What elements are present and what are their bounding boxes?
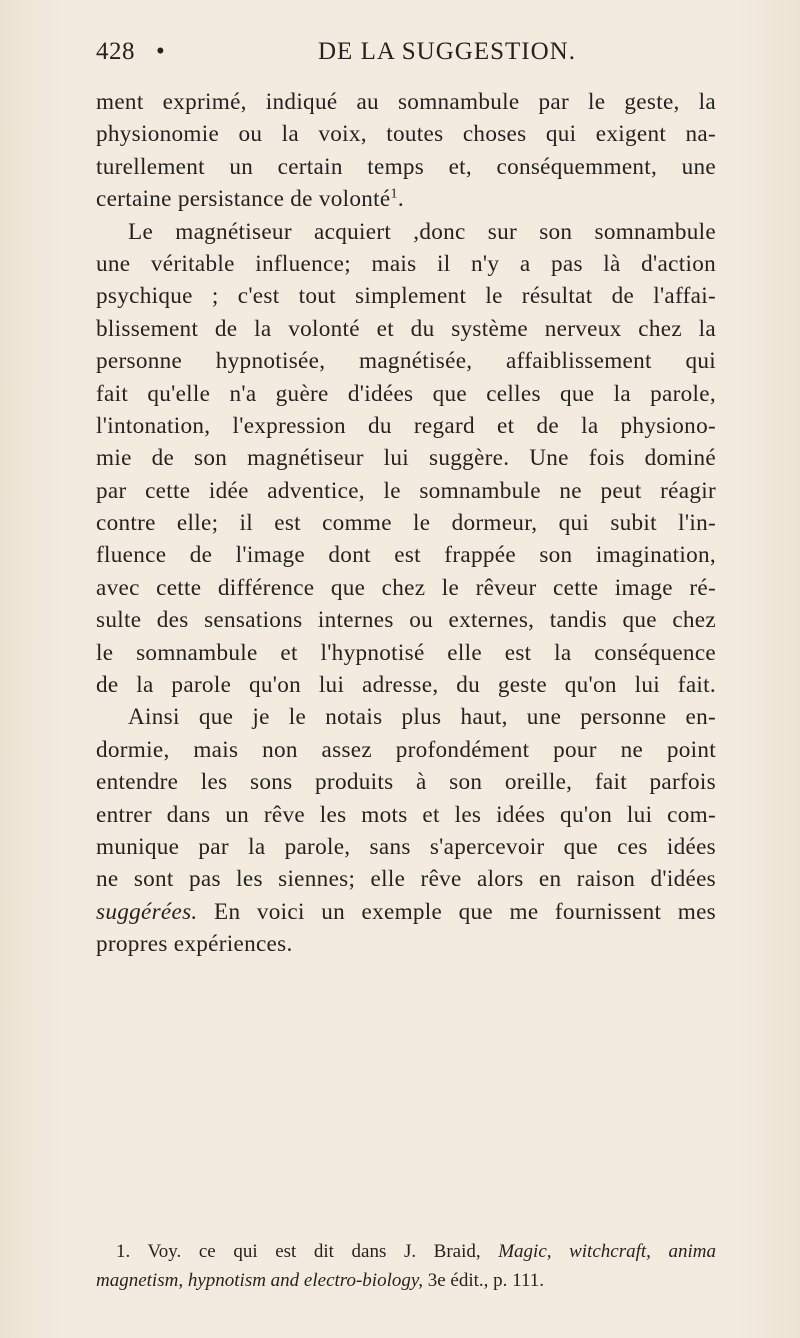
text-line: de la parole qu'on lui adresse, du geste qu'on lui fait. xyxy=(96,672,716,699)
text-line-content: certaine persistance de volonté xyxy=(96,186,391,213)
text-line: le somnambule et l'hypnotisé elle est la conséquence xyxy=(96,639,716,666)
text-line: dormie, mais non assez profondément pour ne point xyxy=(96,736,716,763)
footnote xyxy=(96,1237,716,1295)
footnote-title: magnetism, hypnotism and electro-biology, xyxy=(96,1270,423,1291)
text-line-content: En voici un exemple que me fournissent mes xyxy=(214,898,716,925)
text-line: Le magnétiseur acquiert ,donc sur son somnambule xyxy=(128,218,716,245)
text-line: munique par la parole, sans s'apercevoir que ces idées xyxy=(96,833,716,860)
footnote-text: 3e édit., p. 111. xyxy=(427,1270,545,1291)
text-line: par cette idée adventice, le somnambule ne peut réagir xyxy=(96,477,716,504)
text-line: avec cette différence que chez le rêveur cette image ré- xyxy=(96,574,716,601)
text-line: contre elle; il est comme le dormeur, qui subit l'in- xyxy=(96,510,716,537)
text-line: Ainsi que je le notais plus haut, une personne en- xyxy=(128,704,716,731)
footnote-text: Voy. ce qui est dit dans J. Braid, xyxy=(147,1241,481,1262)
text-line: turellement un certain temps et, conséquemment, une xyxy=(96,153,716,180)
text-line: entrer dans un rêve les mots et les idées qu'on lui com- xyxy=(96,801,716,828)
text-line: fait qu'elle n'a guère d'idées que celles que la parole, xyxy=(96,380,716,407)
text-line: sulte des sensations internes ou externes, tandis que chez xyxy=(96,607,716,634)
text-line: physionomie ou la voix, toutes choses qui exigent na- xyxy=(96,121,716,148)
header-separator: • xyxy=(156,38,166,65)
text-line: entendre les sons produits à son oreille, fait parfois xyxy=(96,769,716,796)
text-line: propres expériences. xyxy=(96,931,293,958)
text-line: personne hypnotisée, magnétisée, affaiblissement qui xyxy=(96,348,716,375)
text-line: mie de son magnétiseur lui suggère. Une fois dominé xyxy=(96,445,716,472)
text-line: blissement de la volonté et du système nerveux chez la xyxy=(96,315,716,342)
italic-word: suggérées. xyxy=(96,898,198,925)
text-line xyxy=(96,896,716,928)
text-line: psychique ; c'est tout simplement le résultat de l'affai- xyxy=(96,283,716,310)
text-line: fluence de l'image dont est frappée son imagination, xyxy=(96,542,716,569)
footnote-line xyxy=(96,1237,716,1266)
text-line: ne sont pas les siennes; elle rêve alors en raison d'idées xyxy=(96,866,716,893)
footnote-number: 1. xyxy=(116,1241,131,1262)
body-text xyxy=(96,86,716,961)
text-line: l'intonation, l'expression du regard et de la physiono- xyxy=(96,412,716,439)
running-title: DE LA SUGGESTION. xyxy=(318,38,576,65)
text-line: une véritable influence; mais il n'y a pas là d'action xyxy=(96,250,716,277)
text-line xyxy=(96,183,716,215)
text-line: ment exprimé, indiqué au somnambule par le geste, la xyxy=(96,89,716,115)
page-number: 428 xyxy=(96,38,135,65)
page-header xyxy=(96,38,716,78)
sentence-end: . xyxy=(397,186,404,213)
footnote-reference: 1 xyxy=(390,186,398,202)
footnote-line xyxy=(96,1266,716,1295)
footnote-title: Magic, witchcraft, anima xyxy=(498,1241,716,1262)
